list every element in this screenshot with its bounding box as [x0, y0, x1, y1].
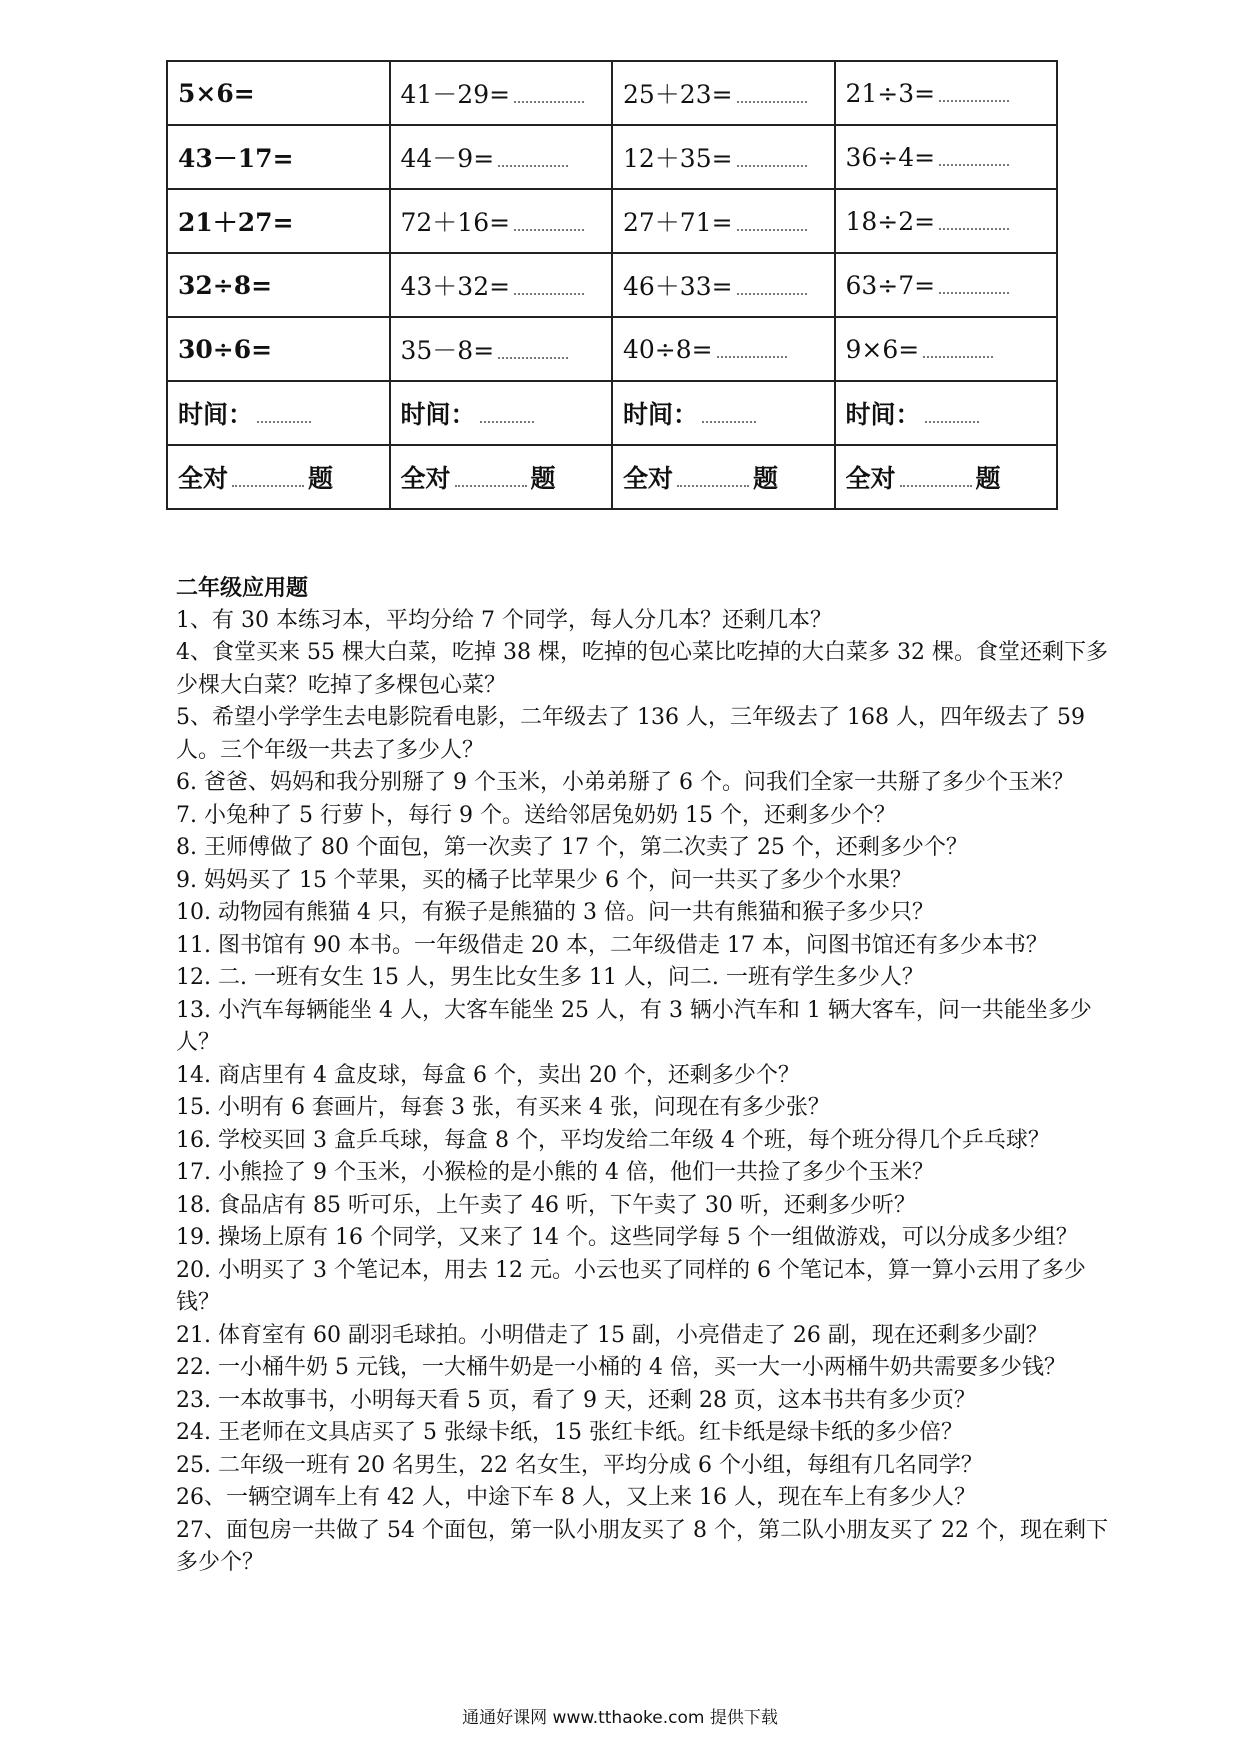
word-problem: 7. 小兔种了 5 行萝卜，每行 9 个。送给邻居兔奶奶 15 个，还剩多少个？: [176, 802, 896, 828]
word-problem: 26、一辆空调车上有 42 人，中途下车 8 人，又上来 16 人，现在车上有多少人？: [176, 1485, 976, 1510]
drill-cell: [835, 189, 1058, 253]
equation-text: 21÷3=: [845, 78, 936, 108]
score-row: [167, 445, 1057, 509]
equation-text: 43－17=: [178, 144, 294, 173]
answer-blank[interactable]: [939, 212, 1009, 230]
score-cell: [167, 445, 390, 509]
word-problem: 8. 王师傅做了 80 个面包，第一次卖了 17 个，第二次卖了 25 个，还剩多少个？: [176, 835, 968, 860]
word-problem: 21. 体育室有 60 副羽毛球拍。小明借走了 15 副，小亮借走了 26 副，现在还剩多少副？: [176, 1322, 1048, 1348]
drill-cell: [390, 61, 613, 125]
answer-blank[interactable]: [498, 341, 568, 359]
drill-cell: [835, 317, 1058, 381]
answer-blank[interactable]: [737, 213, 807, 231]
word-problem: 24. 王老师在文具店买了 5 张绿卡纸，15 张红卡纸。红卡纸是绿卡纸的多少倍？: [176, 1420, 963, 1445]
word-problem: 14. 商店里有 4 盒皮球，每盒 6 个，卖出 20 个，还剩多少个？: [176, 1062, 800, 1088]
time-label: 时间：: [400, 400, 476, 429]
word-problems-section: [176, 572, 1126, 1580]
drill-row: [167, 253, 1057, 317]
time-blank[interactable]: [257, 405, 311, 423]
answer-blank[interactable]: [514, 213, 584, 231]
score-prefix: 全对: [178, 464, 229, 493]
score-cell: [390, 445, 613, 509]
word-problem: 20. 小明买了 3 个笔记本，用去 12 元。小云也买了同样的 6 个笔记本，算一算小云用了多少钱？: [176, 1257, 1086, 1315]
score-blank[interactable]: [232, 469, 304, 487]
time-blank[interactable]: [702, 405, 756, 423]
word-problem: 1、有 30 本练习本，平均分给 7 个同学，每人分几本？还剩几本？: [176, 607, 832, 633]
drill-cell: [612, 189, 835, 253]
footer-credit: 通通好课网 www.tthaoke.com 提供下载: [462, 1708, 778, 1728]
answer-blank[interactable]: [717, 340, 787, 358]
time-blank[interactable]: [480, 405, 534, 423]
equation-text: 9×6=: [845, 334, 920, 364]
drill-row: [167, 189, 1057, 253]
equation-text: 32÷8=: [178, 270, 273, 300]
drill-cell: [167, 125, 390, 189]
drill-cell: [167, 317, 390, 381]
word-problem: 12. 二. 一班有女生 15 人，男生比女生多 11 人，问二. 一班有学生多少人？: [176, 965, 924, 990]
drill-cell: [390, 189, 613, 253]
drill-cell: [390, 253, 613, 317]
equation-text: 25＋23=: [623, 80, 733, 109]
answer-blank[interactable]: [939, 276, 1009, 294]
section-heading: 二年级应用题: [176, 575, 309, 601]
word-problem: 9. 妈妈买了 15 个苹果，买的橘子比苹果少 6 个，问一共买了多少个水果？: [176, 867, 912, 893]
score-cell: [612, 445, 835, 509]
score-prefix: 全对: [400, 464, 451, 493]
answer-blank[interactable]: [498, 149, 568, 167]
drill-row: [167, 125, 1057, 189]
drill-cell: [390, 317, 613, 381]
score-suffix: 题: [975, 464, 1001, 493]
equation-text: 63÷7=: [845, 270, 936, 300]
answer-blank[interactable]: [737, 149, 807, 167]
drill-cell: [612, 61, 835, 125]
answer-blank[interactable]: [737, 277, 807, 295]
word-problem: 27、面包房一共做了 54 个面包，第一队小朋友买了 8 个，第二队小朋友买了 22 个，现在剩下多少个？: [176, 1517, 1108, 1575]
time-row: [167, 381, 1057, 445]
drill-row: [167, 61, 1057, 125]
score-blank[interactable]: [900, 469, 972, 487]
equation-text: 30÷6=: [178, 334, 273, 364]
time-label: 时间：: [623, 400, 699, 429]
answer-blank[interactable]: [514, 277, 584, 295]
score-blank[interactable]: [455, 469, 527, 487]
equation-text: 72＋16=: [400, 208, 511, 237]
word-problem: 23. 一本故事书，小明每天看 5 页，看了 9 天，还剩 28 页，这本书共有多少页？: [176, 1387, 976, 1413]
arithmetic-drill-table: [166, 60, 1058, 510]
word-problem: 22. 一小桶牛奶 5 元钱，一大桶牛奶是一小桶的 4 倍，买一大一小两桶牛奶共需要多少钱？: [176, 1355, 1066, 1380]
score-prefix: 全对: [623, 464, 674, 493]
equation-text: 21＋27=: [178, 208, 294, 237]
score-prefix: 全对: [845, 464, 896, 493]
answer-blank[interactable]: [514, 85, 584, 103]
score-suffix: 题: [308, 464, 334, 493]
time-cell: [390, 381, 613, 445]
score-suffix: 题: [530, 464, 556, 493]
answer-blank[interactable]: [923, 340, 993, 358]
word-problem: 25. 二年级一班有 20 名男生，22 名女生，平均分成 6 个小组，每组有几名同学？: [176, 1452, 983, 1478]
equation-text: 5×6=: [178, 78, 255, 108]
score-suffix: 题: [753, 464, 779, 493]
answer-blank[interactable]: [939, 84, 1009, 102]
equation-text: 43＋32=: [400, 272, 511, 301]
word-problem: 10. 动物园有熊猫 4 只，有猴子是熊猫的 3 倍。问一共有熊猫和猴子多少只？: [176, 900, 934, 925]
score-cell: [835, 445, 1058, 509]
equation-text: 40÷8=: [623, 334, 713, 364]
drill-cell: [835, 61, 1058, 125]
word-problem: 5、希望小学学生去电影院看电影，二年级去了 136 人，三年级去了 168 人，四年级去了 59 人。三个年级一共去了多少人？: [176, 705, 1085, 763]
answer-blank[interactable]: [939, 148, 1009, 166]
word-problem: 18. 食品店有 85 听可乐，上午卖了 46 听，下午卖了 30 听，还剩多少听？: [176, 1192, 916, 1218]
drill-row: [167, 317, 1057, 381]
word-problem: 6. 爸爸、妈妈和我分别掰了 9 个玉米，小弟弟掰了 6 个。问我们全家一共掰了多少个玉米？: [176, 770, 1074, 795]
time-cell: [835, 381, 1058, 445]
equation-text: 44－9=: [400, 144, 495, 173]
drill-cell: [612, 317, 835, 381]
time-cell: [167, 381, 390, 445]
word-problem: 17. 小熊捡了 9 个玉米，小猴检的是小熊的 4 倍，他们一共捡了多少个玉米？: [176, 1160, 934, 1185]
equation-text: 27＋71=: [623, 208, 733, 237]
problem-list: [176, 605, 1126, 1580]
equation-text: 41－29=: [400, 80, 511, 109]
word-problem: 11. 图书馆有 90 本书。一年级借走 20 本，二年级借走 17 本，问图书馆还有多少本书？: [176, 932, 1048, 958]
equation-text: 36÷4=: [845, 142, 936, 172]
equation-text: 18÷2=: [845, 206, 936, 236]
drill-cell: [835, 253, 1058, 317]
time-label: 时间：: [178, 400, 254, 429]
equation-text: 35－8=: [400, 336, 495, 365]
word-problem: 16. 学校买回 3 盒乒乓球，每盒 8 个，平均发给二年级 4 个班，每个班分得几个乒乓球？: [176, 1127, 1050, 1153]
word-problem: 13. 小汽车每辆能坐 4 人，大客车能坐 25 人，有 3 辆小汽车和 1 辆大客车，问一共能坐多少人？: [176, 997, 1092, 1055]
drill-cell: [835, 125, 1058, 189]
drill-cell: [612, 125, 835, 189]
drill-cell: [612, 253, 835, 317]
time-label: 时间：: [845, 400, 921, 429]
time-cell: [612, 381, 835, 445]
equation-text: 46＋33=: [623, 272, 733, 301]
score-blank[interactable]: [677, 469, 749, 487]
word-problem: 4、食堂买来 55 棵大白菜，吃掉 38 棵，吃掉的包心菜比吃掉的大白菜多 32 棵。食堂还剩下多少棵大白菜？吃掉了多棵包心菜？: [176, 640, 1108, 698]
time-blank[interactable]: [925, 405, 979, 423]
drill-cell: [167, 189, 390, 253]
drill-cell: [167, 61, 390, 125]
drill-cell: [390, 125, 613, 189]
equation-text: 12＋35=: [623, 144, 733, 173]
answer-blank[interactable]: [737, 85, 807, 103]
word-problem: 15. 小明有 6 套画片，每套 3 张，有买来 4 张，问现在有多少张？: [176, 1095, 830, 1120]
word-problem: 19. 操场上原有 16 个同学，又来了 14 个。这些同学每 5 个一组做游戏，可以分成多少组？: [176, 1225, 1078, 1250]
drill-cell: [167, 253, 390, 317]
